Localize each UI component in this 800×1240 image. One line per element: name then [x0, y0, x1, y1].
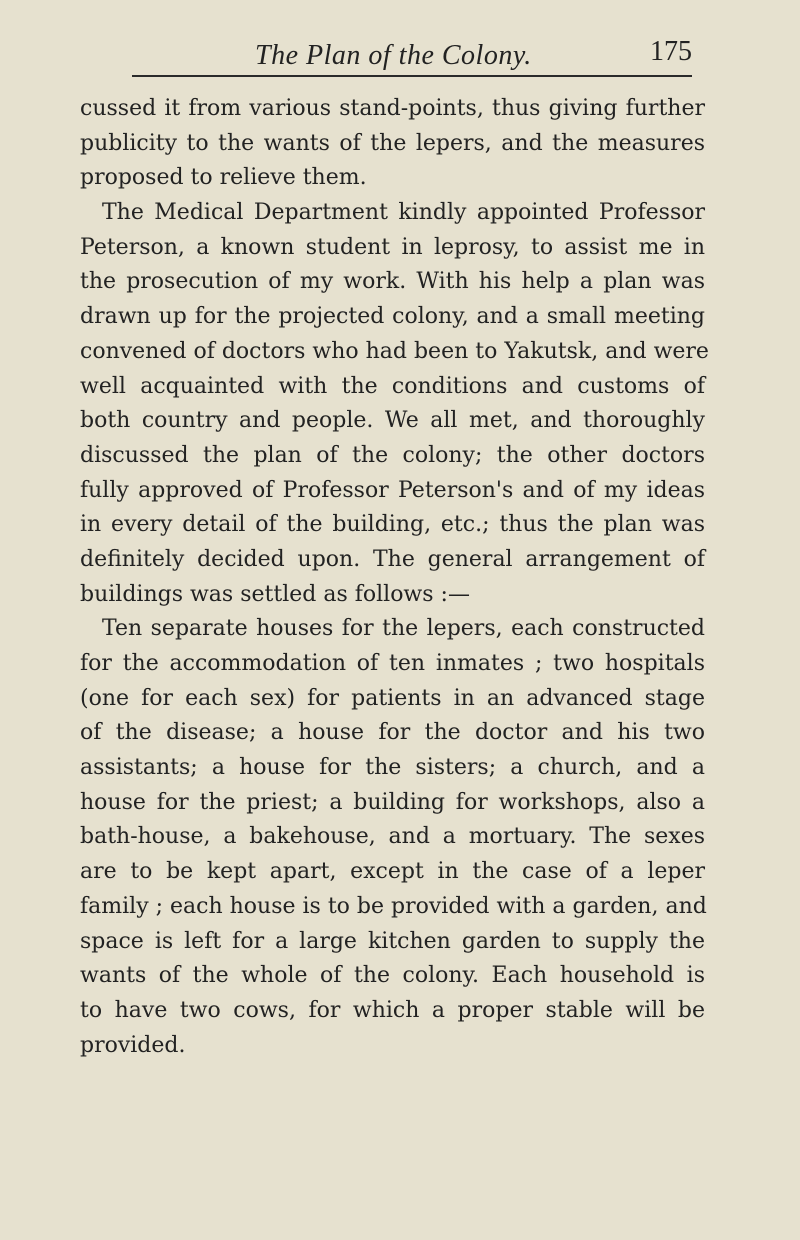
- text-line: assistants; a house for the sisters; a church, and a: [80, 755, 705, 781]
- page-number: 175: [650, 36, 692, 67]
- text-line: both country and people. We all met, and thoroughly: [80, 408, 705, 434]
- text-line: definitely decided upon. The general arrangement of: [80, 546, 705, 572]
- text-line: bath-house, a bakehouse, and a mortuary. The sexes: [80, 824, 705, 850]
- text-line: provided.: [80, 1032, 186, 1058]
- text-line: fully approved of Professor Peterson's and of my ideas: [80, 477, 705, 503]
- text-line: well acquainted with the conditions and customs of: [80, 373, 705, 399]
- body-text: [80, 92, 709, 1063]
- text-line: convened of doctors who had been to Yakutsk, and were: [80, 338, 709, 364]
- text-line: discussed the plan of the colony; the other doctors: [80, 442, 705, 468]
- header-rule: [132, 75, 692, 77]
- text-line: to have two cows, for which a proper stable will be: [80, 997, 705, 1023]
- text-line: of the disease; a house for the doctor and his two: [80, 720, 705, 746]
- text-line: (one for each sex) for patients in an advanced stage: [80, 685, 705, 711]
- text-line: space is left for a large kitchen garden to supply the: [80, 928, 705, 954]
- text-line: cussed it from various stand-points, thus giving further: [80, 96, 705, 121]
- text-line: Ten separate houses for the lepers, each constructed: [102, 616, 705, 642]
- running-head-title: The Plan of the Colony.: [255, 40, 532, 71]
- text-line: are to be kept apart, except in the case of a leper: [80, 859, 705, 885]
- text-line: the prosecution of my work. With his help a plan was: [80, 269, 705, 295]
- text-line: Peterson, a known student in leprosy, to assist me in: [80, 234, 705, 260]
- text-line: proposed to relieve them.: [80, 165, 367, 191]
- text-line: for the accommodation of ten inmates ; two hospitals: [80, 651, 705, 676]
- text-line: family ; each house is to be provided with a garden, and: [80, 893, 707, 919]
- text-line: publicity to the wants of the lepers, and the measures: [80, 130, 705, 156]
- text-line: in every detail of the building, etc.; thus the plan was: [80, 512, 705, 538]
- text-line: buildings was settled as follows :—: [80, 581, 470, 607]
- text-line: house for the priest; a building for workshops, also a: [80, 789, 705, 815]
- text-line: wants of the whole of the colony. Each household is: [80, 963, 705, 989]
- text-line: The Medical Department kindly appointed Professor: [102, 200, 705, 226]
- text-line: drawn up for the projected colony, and a small meeting: [80, 304, 705, 330]
